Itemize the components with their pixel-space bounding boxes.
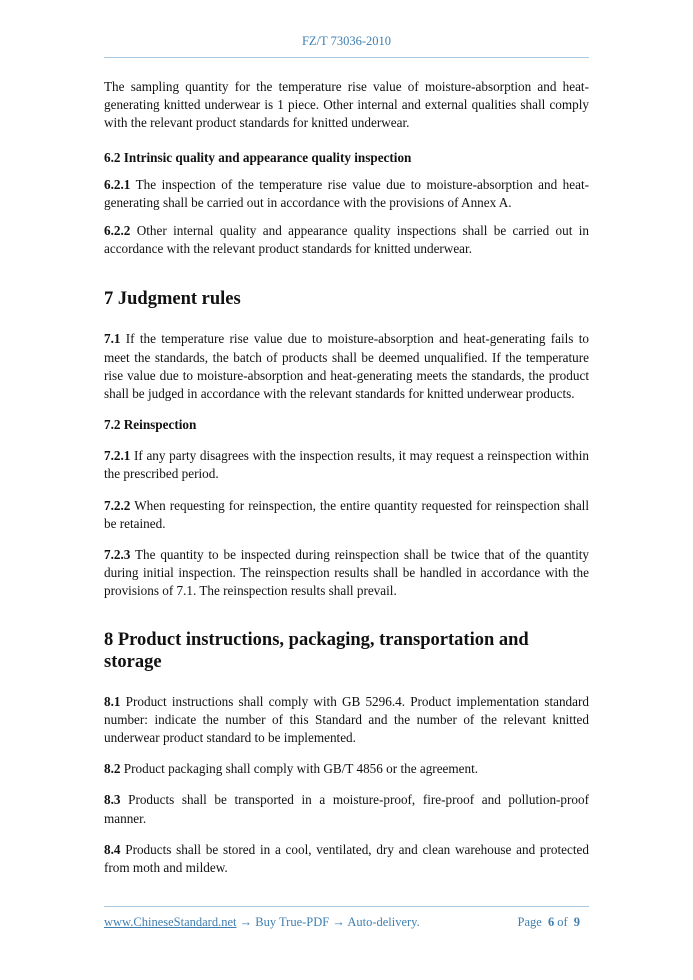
section-8-heading: 8 Product instructions, packaging, transportation and storage [104,629,529,672]
arrow-right-icon: → [236,915,256,929]
clause-8-2: 8.2 Product packaging shall comply with GB/T 4856 or the agreement. [104,761,479,777]
clause-number: 6.2.1 [104,176,131,192]
arrow-right-icon: → [329,915,348,929]
clause-7-2-2: 7.2.2 When requesting for reinspection, the entire quantity requested for reinspection shall be retained. [104,497,589,531]
buy-pdf-text: Buy True-PDF [255,915,330,929]
clause-7-2-3: 7.2.3 The quantity to be inspected during reinspection shall be twice that of the quantity during initial inspection. The reinspection results shall be handled in accordance with the provisions of 7.1. The reinspection results shall prevail. [104,547,589,599]
clause-number: 8.3 [104,792,121,808]
clause-number: 8.1 [104,693,121,709]
auto-delivery-text: Auto-delivery. [347,915,420,929]
website-link[interactable]: www.ChineseStandard.net [104,915,237,929]
clause-number: 7.2.2 [104,497,131,513]
clause-number: 7.1 [104,331,121,347]
document-body [104,78,589,877]
section-7-heading: 7 Judgment rules [104,289,241,310]
intro-paragraph: The sampling quantity for the temperature rise value of moisture-absorption and heat-generating knitted underwear is 1 piece. Other internal and external qualities shall comply with the relevant product standards for knitted underwear. [104,79,589,131]
document-header: FZ/T 73036-2010 [301,34,391,48]
clause-8-3: 8.3 Products shall be transported in a moisture-proof, fire-proof and pollution-proof manner. [104,792,589,826]
page-number: Page 6 of 9 [517,915,580,929]
section-7-2-heading: 7.2 Reinspection [104,417,197,433]
header-divider [104,57,589,58]
clause-number: 6.2.2 [104,223,131,239]
clause-number: 8.4 [104,841,121,857]
page-footer [104,915,589,930]
clause-8-4: 8.4 Products shall be stored in a cool, ventilated, dry and clean warehouse and protected from moth and mildew. [104,841,589,876]
clause-number: 8.2 [104,761,121,777]
clause-6-2-1: 6.2.1 The inspection of the temperature rise value due to moisture-absorption and heat-generating shall be carried out in accordance with the provisions of Annex A. [104,176,589,210]
total-pages: 9 [573,915,580,929]
clause-number: 7.2.3 [104,547,131,563]
clause-7-2-1: 7.2.1 If any party disagrees with the inspection results, it may request a reinspection within the prescribed period. [104,448,589,482]
clause-8-1: 8.1 Product instructions shall comply with GB 5296.4. Product implementation standard number: indicate the number of this Standard and the number of the relevant knitted underwear product standard to be implemented. [104,693,589,746]
clause-7-1: 7.1 If the temperature rise value due to moisture-absorption and heat-generating fails to meet the standards, the batch of products shall be deemed unqualified. If the temperature rise value due to moisture-absorption and heat-generating meets the standards, the product shall be judged in accordance with the relevant standards for knitted underwear products. [104,331,589,402]
section-6-2-heading: 6.2 Intrinsic quality and appearance quality inspection [104,149,412,165]
clause-number: 7.2.1 [104,448,131,464]
current-page: 6 [547,915,555,929]
clause-6-2-2: 6.2.2 Other internal quality and appearance quality inspections shall be carried out in accordance with the relevant product standards for knitted underwear. [104,223,589,257]
footer-divider [104,906,589,907]
